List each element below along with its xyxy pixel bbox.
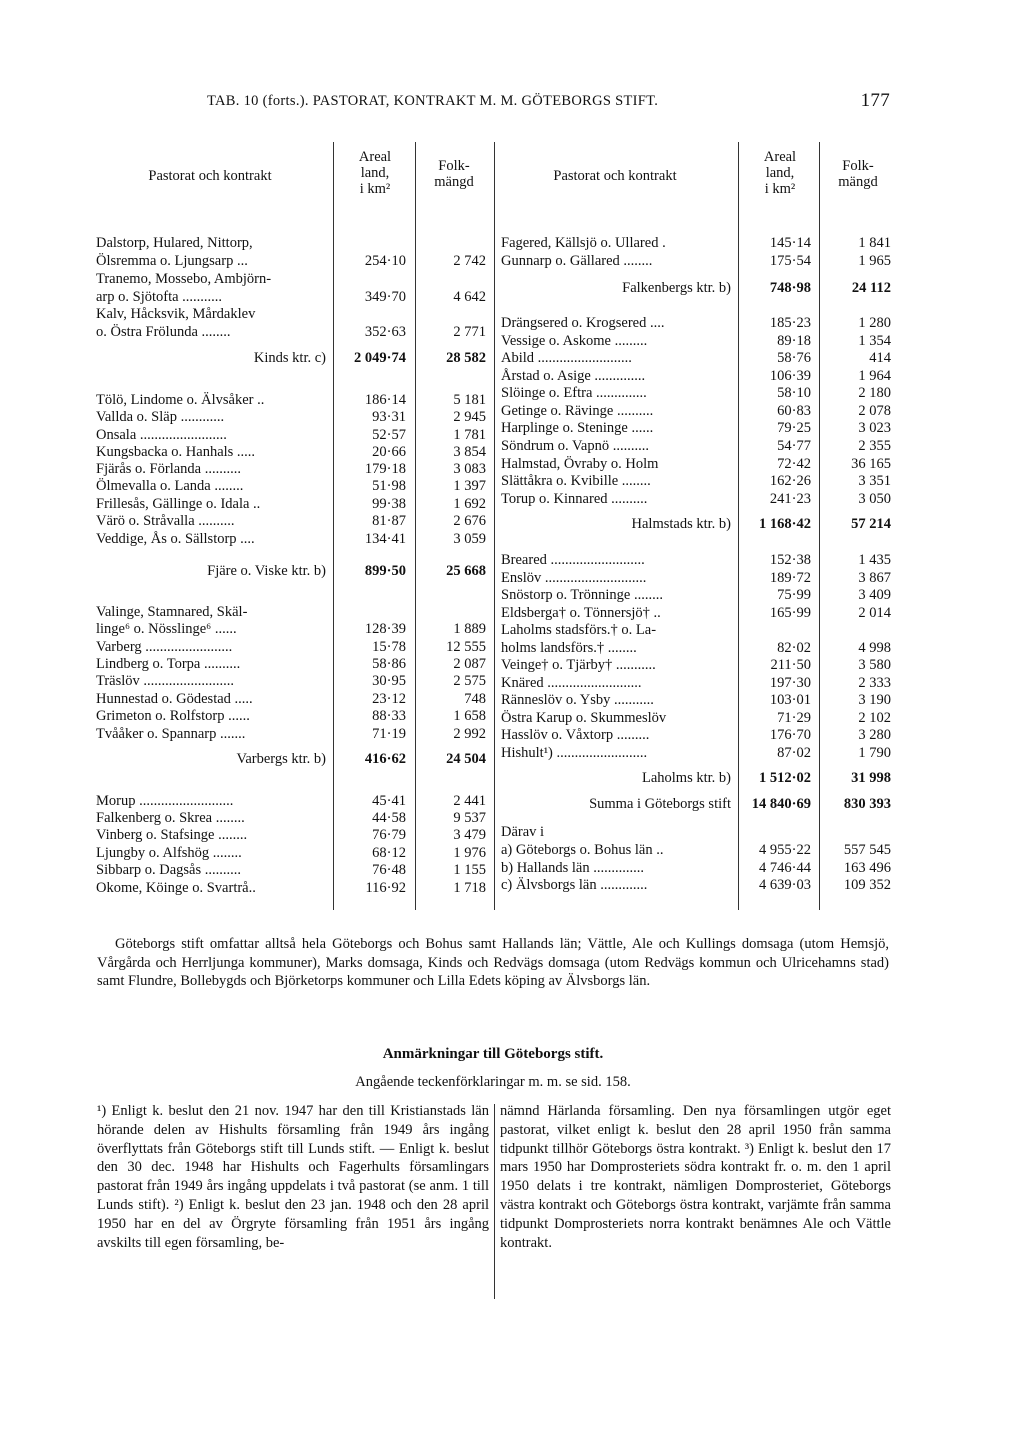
left-header-areal (335, 149, 415, 197)
left-table-area: 81·87 (372, 513, 406, 529)
right-table-name: Halmstad, Övraby o. Holm (501, 456, 659, 472)
left-table-population: 9 537 (453, 810, 486, 826)
right-table-name: Halmstads ktr. b) (631, 516, 731, 532)
left-table-name: Dalstorp, Hulared, Nittorp, (96, 235, 253, 251)
left-table-area: 76·48 (372, 862, 406, 878)
left-table-name: Ölmevalla o. Landa ........ (96, 478, 244, 494)
left-table-population: 28 582 (446, 350, 486, 366)
left-table-name: Falkenberg o. Skrea ........ (96, 810, 245, 826)
left-table-area: 52·57 (372, 427, 406, 443)
right-table-area: 175·54 (769, 253, 811, 269)
right-table-name: Harplinge o. Steninge ...... (501, 420, 654, 436)
right-table-population: 3 351 (858, 473, 891, 489)
right-header-pastorat: Pastorat och kontrakt (553, 168, 677, 184)
annotations-title: Anmärkningar till Göteborgs stift. (382, 1046, 604, 1062)
left-table-area: 899·50 (364, 563, 406, 579)
left-table-area: 254·10 (364, 253, 406, 269)
left-table-population: 1 692 (453, 496, 486, 512)
folk-line-2: mängd (434, 174, 474, 190)
right-table-name: Snöstorp o. Trönninge ........ (501, 587, 663, 603)
left-table-area: 93·31 (372, 409, 406, 425)
left-table-population: 1 976 (453, 845, 486, 861)
left-table-name: Tranemo, Mossebo, Ambjörn- (96, 271, 272, 287)
folk-line-2: mängd (838, 174, 878, 190)
right-table-population: 4 998 (858, 640, 891, 656)
right-table-population: 3 050 (858, 491, 891, 507)
left-table-name: Okome, Köinge o. Svartrå.. (96, 880, 256, 896)
right-table-population: 2 333 (858, 675, 891, 691)
left-table-area: 51·98 (372, 478, 406, 494)
areal-line-1: Areal (763, 149, 797, 165)
folk-line-1: Folk- (842, 158, 874, 174)
left-table-area: 99·38 (372, 496, 406, 512)
left-table-area: 349·70 (364, 289, 406, 305)
left-table-name: Kinds ktr. c) (253, 350, 326, 366)
right-header-areal (740, 149, 820, 197)
areal-line-2: land, (360, 165, 390, 181)
left-table-population: 2 575 (453, 673, 486, 689)
right-table-area: 82·02 (777, 640, 811, 656)
right-table-area: 58·10 (777, 385, 811, 401)
right-table-name: holms landsförs.† ........ (501, 640, 637, 656)
header-title: TAB. 10 (forts.). PASTORAT, KONTRAKT M. M. GÖTEBORGS STIFT. (207, 93, 659, 109)
right-table-name: Därav i (501, 824, 545, 840)
right-table-area: 162·26 (769, 473, 811, 489)
left-table-name: Kalv, Håcksvik, Mårdaklev (96, 306, 256, 322)
left-table-area: 23·12 (372, 691, 406, 707)
left-table-area: 30·95 (372, 673, 406, 689)
right-table-name: Torup o. Kinnared .......... (501, 491, 648, 507)
page-header (207, 90, 890, 111)
right-table-name: Enslöv ............................ (501, 570, 647, 586)
left-header-folkmangd (418, 158, 490, 190)
right-table-population: 57 214 (851, 516, 891, 532)
footnotes-right: nämnd Härlanda församling. Den nya församlingen utgör eget pastorat, vilket enligt k. beslut den 28 april 1950 från samma tidpunkt tillhör Göteborgs östra kontrakt. ³) Enligt k. beslut den 17 mars 1950 har Domprosteriets södra kontrakt fr. o. m. den 1 april 1950 delats i tre kontrakt, nämligen Domprosteriet, Göteborgs västra kontrakt och Göteborgs östra kontrakt, varjämte från samma tidpunkt Domprosteriets norra kontrakt benämnes Ale och Vättle kontrakt. (500, 1103, 891, 1251)
left-table-population: 2 742 (453, 253, 486, 269)
right-table-population: 1 354 (858, 333, 891, 349)
left-table-area: 20·66 (372, 444, 406, 460)
right-table-area: 79·25 (777, 420, 811, 436)
right-table-name: Breared .......................... (501, 552, 645, 568)
left-table-name: Fjäre o. Viske ktr. b) (207, 563, 326, 579)
right-table-population: 1 790 (858, 745, 891, 761)
right-table-name: Gunnarp o. Gällared ........ (501, 253, 653, 269)
right-table-population: 1 435 (858, 552, 891, 568)
right-table-name: Slöinge o. Eftra .............. (501, 385, 647, 401)
right-table-name: Falkenbergs ktr. b) (622, 280, 731, 296)
left-table-name: Frillesås, Gällinge o. Idala .. (96, 496, 261, 512)
left-table-population: 5 181 (453, 392, 486, 408)
left-table-area: 88·33 (372, 708, 406, 724)
left-table-name: Vallda o. Släp ............ (96, 409, 225, 425)
left-table-name: Sibbarp o. Dagsås .......... (96, 862, 241, 878)
left-table-population: 3 854 (453, 444, 486, 460)
left-table-population: 1 155 (453, 862, 486, 878)
right-table-population: 3 409 (858, 587, 891, 603)
right-table-population: 2 180 (858, 385, 891, 401)
right-table-population: 1 965 (858, 253, 891, 269)
left-table-name: Veddige, Ås o. Sällstorp .... (96, 531, 255, 547)
left-table-area: 2 049·74 (354, 350, 406, 366)
right-table-name: Laholms stadsförs.† o. La- (501, 622, 657, 638)
left-table-population: 1 889 (453, 621, 486, 637)
right-table-area: 4 955·22 (759, 842, 811, 858)
right-table-area: 176·70 (769, 727, 811, 743)
left-table-area: 128·39 (364, 621, 406, 637)
left-table-population: 2 992 (453, 726, 486, 742)
left-table-population: 2 441 (453, 793, 486, 809)
right-table-population: 1 280 (858, 315, 891, 331)
right-table-name: Ränneslöv o. Ysby ........... (501, 692, 654, 708)
right-table-name: Årstad o. Asige .............. (501, 368, 646, 384)
left-table-name: Tvååker o. Spannarp ....... (96, 726, 246, 742)
left-table-population: 1 718 (453, 880, 486, 896)
right-table-area: 4 639·03 (759, 877, 811, 893)
right-table-name: Summa i Göteborgs stift (589, 796, 731, 812)
right-table-population: 36 165 (851, 456, 891, 472)
left-table-population: 2 945 (453, 409, 486, 425)
left-table-name: arp o. Sjötofta ........... (96, 289, 223, 305)
left-table-area: 58·86 (372, 656, 406, 672)
left-table-area: 44·58 (372, 810, 406, 826)
left-table-name: Valinge, Stamnared, Skäl- (96, 604, 248, 620)
left-table-population: 2 087 (453, 656, 486, 672)
footnotes-left: ¹) Enligt k. beslut den 21 nov. 1947 har den till Kristianstads län hörande delen av Hishults församling från 1949 års ingång överflyttats från Göteborgs stift till Lunds stift. — Enligt k. beslut den 30 dec. 1948 har Hishults och Fagerhults församlingars pastorat från 1949 års ingång uppdelats i två pastorat (se anm. 1 till Lunds stift). ²) Enligt k. beslut den 23 jan. 1948 och den 28 april 1950 har en del av Örgryte församling från 1951 års ingång avskilts till egen församling, be- (97, 1103, 489, 1251)
right-table-population: 3 580 (858, 657, 891, 673)
left-table-name: Ölsremma o. Ljungsarp ... (96, 253, 248, 269)
right-table-area: 71·29 (777, 710, 811, 726)
right-table-name: Östra Karup o. Skummeslöv (501, 710, 667, 726)
left-table-population: 2 771 (453, 324, 486, 340)
left-table-area: 179·18 (364, 461, 406, 477)
right-table-population: 3 023 (858, 420, 891, 436)
page-number: 177 (860, 90, 890, 111)
right-table-area: 87·02 (777, 745, 811, 761)
left-table-name: Varberg ........................ (96, 639, 233, 655)
left-table-name: Onsala ........................ (96, 427, 227, 443)
left-table-population: 25 668 (446, 563, 486, 579)
left-header-pastorat: Pastorat och kontrakt (148, 168, 272, 184)
right-table-population: 414 (869, 350, 891, 366)
right-table-area: 165·99 (769, 605, 811, 621)
left-table-area: 352·63 (364, 324, 406, 340)
right-table-name: Knäred .......................... (501, 675, 642, 691)
left-table-population: 4 642 (453, 289, 486, 305)
right-table-name: Drängsered o. Krogsered .... (501, 315, 665, 331)
left-table-name: Tölö, Lindome o. Älvsåker .. (96, 392, 265, 408)
areal-line-1: Areal (358, 149, 392, 165)
right-table-area: 189·72 (769, 570, 811, 586)
right-table-population: 3 190 (858, 692, 891, 708)
right-table-population: 163 496 (843, 860, 891, 876)
right-table-area: 197·30 (769, 675, 811, 691)
left-table-area: 45·41 (372, 793, 406, 809)
right-table-area: 4 746·44 (759, 860, 811, 876)
left-table-area: 186·14 (364, 392, 406, 408)
left-table-name: Lindberg o. Torpa .......... (96, 656, 241, 672)
left-table-name: Ljungby o. Alfshög ........ (96, 845, 242, 861)
right-table-population: 1 964 (858, 368, 891, 384)
left-table-area: 71·19 (372, 726, 406, 742)
areal-line-3: i km² (764, 181, 796, 197)
left-table-name: Vinberg o. Stafsinge ........ (96, 827, 248, 843)
right-table-population: 109 352 (843, 877, 891, 893)
left-table-population: 1 781 (453, 427, 486, 443)
annotations-subtitle: Angående teckenförklaringar m. m. se sid. 158. (355, 1074, 631, 1090)
right-table-population: 2 014 (858, 605, 891, 621)
right-table-population: 557 545 (843, 842, 891, 858)
left-table-area: 15·78 (372, 639, 406, 655)
left-table-population: 24 504 (446, 751, 486, 767)
areal-line-3: i km² (359, 181, 391, 197)
left-table-name: Morup .......................... (96, 793, 234, 809)
left-table-name: Hunnestad o. Gödestad ..... (96, 691, 253, 707)
areal-line-2: land, (765, 165, 795, 181)
folk-line-1: Folk- (438, 158, 470, 174)
right-table-area: 106·39 (769, 368, 811, 384)
right-table-population: 3 867 (858, 570, 891, 586)
left-table-area: 116·92 (365, 880, 406, 896)
left-table-name: linge⁶ o. Nösslinge⁶ ...... (96, 621, 237, 637)
right-table-area: 241·23 (769, 491, 811, 507)
left-table-name: Värö o. Stråvalla .......... (96, 513, 235, 529)
right-table-population: 3 280 (858, 727, 891, 743)
right-table-name: Abild .......................... (501, 350, 632, 366)
right-table-area: 211·50 (770, 657, 811, 673)
left-table-name: o. Östra Frölunda ........ (96, 324, 231, 340)
right-table-name: Hasslöv o. Våxtorp ......... (501, 727, 650, 743)
right-table-name: Hishult¹) ......................... (501, 745, 648, 761)
right-table-population: 830 393 (843, 796, 891, 812)
right-table-area: 60·83 (777, 403, 811, 419)
left-table-population: 3 083 (453, 461, 486, 477)
right-table-name: Eldsberga† o. Tönnersjö† .. (501, 605, 661, 621)
right-table-area: 152·38 (769, 552, 811, 568)
right-table-name: Söndrum o. Vapnö .......... (501, 438, 649, 454)
left-table-area: 134·41 (364, 531, 406, 547)
right-table-name: Getinge o. Rävinge .......... (501, 403, 654, 419)
right-table-area: 748·98 (769, 280, 811, 296)
right-table-area: 103·01 (769, 692, 811, 708)
left-table-name: Kungsbacka o. Hanhals ..... (96, 444, 256, 460)
left-table-population: 2 676 (453, 513, 486, 529)
right-table-population: 24 112 (851, 280, 891, 296)
right-table-area: 72·42 (777, 456, 811, 472)
right-table-population: 2 102 (858, 710, 891, 726)
right-table-name: Laholms ktr. b) (641, 770, 731, 786)
right-table-area: 58·76 (777, 350, 811, 366)
left-table-population: 3 479 (453, 827, 486, 843)
right-table-name: Fagered, Källsjö o. Ullared . (501, 235, 666, 251)
right-table-name: c) Älvsborgs län ............. (501, 877, 648, 893)
right-table-area: 1 512·02 (759, 770, 811, 786)
rule (494, 1104, 495, 1299)
left-table-population: 748 (464, 691, 486, 707)
left-table-population: 1 658 (453, 708, 486, 724)
left-table-area: 76·79 (372, 827, 406, 843)
left-table-name: Träslöv ......................... (96, 673, 235, 689)
left-table-population: 12 555 (446, 639, 486, 655)
left-table-population: 3 059 (453, 531, 486, 547)
right-table-name: Veinge† o. Tjärby† ........... (501, 657, 656, 673)
right-table-area: 75·99 (777, 587, 811, 603)
right-header-folkmangd (822, 158, 894, 190)
right-table-area: 185·23 (769, 315, 811, 331)
right-table-population: 31 998 (851, 770, 891, 786)
right-table-name: b) Hallands län .............. (501, 860, 644, 876)
left-table-name: Grimeton o. Rolfstorp ...... (96, 708, 250, 724)
right-table-population: 2 078 (858, 403, 891, 419)
left-table-name: Fjärås o. Förlanda .......... (96, 461, 241, 477)
left-table-population: 1 397 (453, 478, 486, 494)
right-table-area: 145·14 (769, 235, 811, 251)
right-table-name: Vessige o. Askome ......... (501, 333, 648, 349)
left-table-name: Varbergs ktr. b) (236, 751, 326, 767)
left-table-area: 68·12 (372, 845, 406, 861)
right-table-area: 54·77 (777, 438, 811, 454)
rule (494, 142, 495, 910)
stift-note: Göteborgs stift omfattar alltså hela Göteborgs och Bohus samt Hallands län; Vättle, Ale och Kullings domsaga (utom Hemsjö, Vårgårda och Herrljunga kommuner), Marks domsaga, Kinds och Redvägs domsaga (utom Redvägs kommun och Ulricehamns stad) samt Flundre, Bollebygds och Björketorps kommuner och Lilla Edets köping av Älvsborgs län. (97, 936, 889, 989)
right-table-area: 89·18 (777, 333, 811, 349)
right-table-area: 1 168·42 (759, 516, 811, 532)
right-table-area: 14 840·69 (751, 796, 811, 812)
right-table-population: 2 355 (858, 438, 891, 454)
right-table-name: a) Göteborgs o. Bohus län .. (501, 842, 664, 858)
right-table-name: Slättåkra o. Kvibille ........ (501, 473, 651, 489)
left-table-area: 416·62 (364, 751, 406, 767)
right-table-population: 1 841 (858, 235, 891, 251)
